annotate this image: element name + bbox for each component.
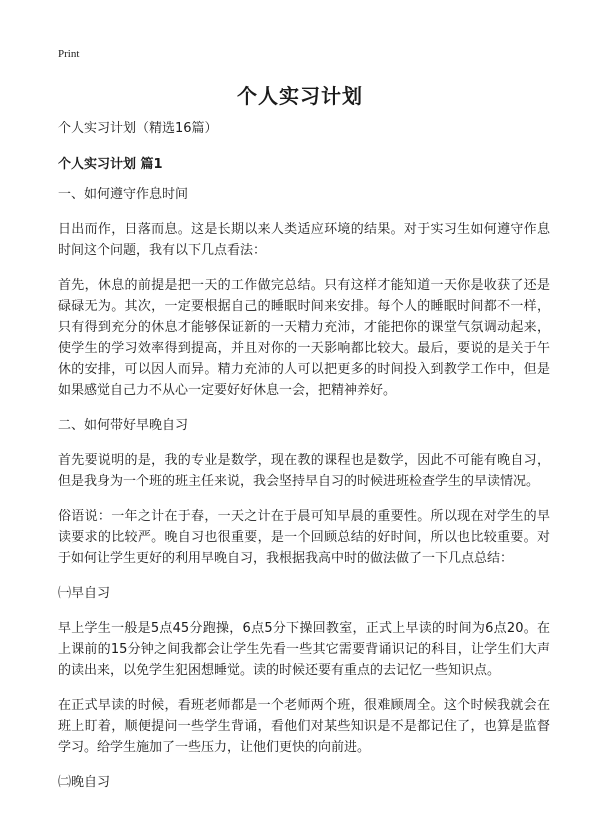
paragraph-morning-supervision: 在正式早读的时候，看班老师都是一个老师两个班，很难顾周全。这个时候我就会在班上盯着，顺便提问一些学生背诵，看他们对某些知识是不是都记住了，也算是监督学习。给学生施加了一些压力，让他们更快的向前进。 [58, 698, 550, 755]
paragraph-rest-tips: 首先，休息的前提是把一天的工作做完总结。只有这样才能知道一天你是收获了还是碌碌无为。其次，一定要根据自己的睡眠时间来安排。每个人的睡眠时间都不一样，只有得到充分的休息才能够保证新的一天精力充沛，才能把你的课堂气氛调动起来，使学生的学习效率得到提高，并且对你的一天影响都比较大。最后，要说的是关于午休的安排，可以因人而异。精力充沛的人可以把更多的时间投入到教学工作中，但是如果感觉自己力不从心一定要好好休息一会，把精神养好。 [58, 278, 550, 398]
paragraph-proverb: 俗语说：一年之计在于春，一天之计在于晨可知早晨的重要性。所以现在对学生的早读要求的比较严。晚自习也很重要，是一个回顾总结的好时间，所以也比较重要。对于如何让学生更好的利用早晚自习，我根据我高中时的做法做了一下几点总结： [58, 509, 550, 566]
heading-rest-schedule: 一、如何遵守作息时间 [58, 187, 189, 202]
heading-self-study: 二、如何带好早晚自习 [58, 418, 189, 433]
print-link[interactable]: Print [58, 48, 80, 60]
paragraph-self-study-intro: 首先要说明的是，我的专业是数学，现在教的课程也是数学，因此不可能有晚自习，但是我身为一个班的班主任来说，我会坚持早自习的时候进班检查学生的早读情况。 [58, 453, 550, 489]
document-subtitle: 个人实习计划（精选16篇） [58, 121, 218, 136]
page-title: 个人实习计划 [237, 84, 363, 108]
paragraph-intro: 日出而作，日落而息。这是长期以来人类适应环境的结果。对于实习生如何遵守作息时间这个问题，我有以下几点看法： [58, 222, 550, 258]
paragraph-morning-schedule: 早上学生一般是5点45分跑操，6点5分下操回教室，正式上早读的时间为6点20。在上课前的15分钟之间我都会让学生先看一些其它需要背诵识记的科目，让学生们大声的读出来，以免学生犯困想睡觉。读的时候还要有重点的去记忆一些知识点。 [58, 621, 550, 678]
heading-evening-study: ㈡晚自习 [58, 775, 111, 790]
section-title: 个人实习计划 篇1 [58, 157, 163, 172]
document-body [58, 118, 550, 807]
heading-morning-study: ㈠早自习 [58, 586, 111, 601]
